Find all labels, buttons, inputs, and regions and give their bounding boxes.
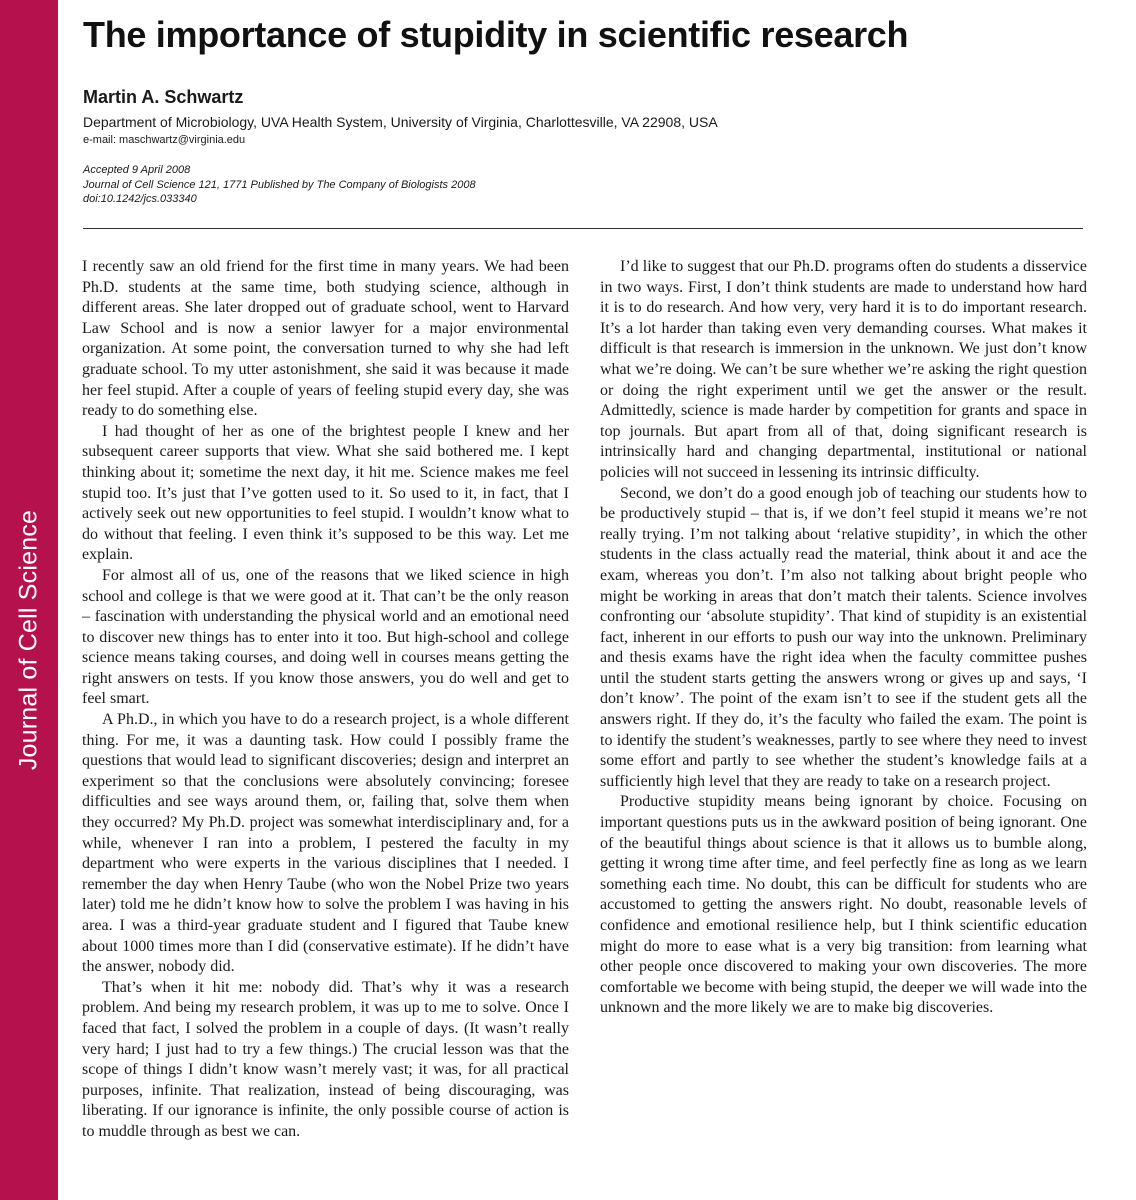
- body-column-left: [82, 257, 569, 1143]
- doi: doi:10.1242/jcs.033340: [83, 193, 197, 205]
- paragraph: I’d like to suggest that our Ph.D. programs often do students a disservice in two ways. First, I don’t think students are made to understand how hard it is to do research. And how very, very hard it is to do important research. It’s a lot harder than taking even very demanding courses. What makes it difficult is that research is immersion in the unknown. We just don’t know what we’re doing. We can’t be sure whether we’re asking the right question or doing the right experiment until we get the answer or the result. Admittedly, science is made harder by competition for grants and space in top journals. But apart from all of that, doing significant research is intrinsically hard and changing departmental, institutional or national policies will not succeed in lessening its intrinsic difficulty.: [600, 258, 1087, 481]
- paragraph: Productive stupidity means being ignorant by choice. Focusing on important questions puts us in the awkward position of being ignorant. One of the beautiful things about science is that it allows us to bumble along, getting it wrong time after time, and feel perfectly fine as long as we learn something each time. No doubt, this can be difficult for students who are accustomed to getting the answers right. No doubt, reasonable levels of confidence and emotional resilience help, but I think scientific education might do more to ease what is a very big transition: from learning what other people once discovered to making your own discoveries. The more comfortable we become with being stupid, the deeper we will wade into the unknown and the more likely we are to make big discoveries.: [600, 793, 1087, 1017]
- paragraph: A Ph.D., in which you have to do a research project, is a whole different thing. For me, it was a daunting task. How could I possibly frame the questions that would lead to significant discoveries; design and interpret an experiment so that the conclusions were absolutely convincing; foresee difficulties and see ways around them, or, failing that, solve them when they occurred? My Ph.D. project was somewhat interdisciplinary and, for a while, whenever I ran into a problem, I pestered the faculty in my department who were experts in the various disciplines that I needed. I remember the day when Henry Taube (who won the Nobel Prize two years later) told me he didn’t know how to solve the problem I was having in his area. I was a third-year graduate student and I figured that Taube knew about 1000 times more than I did (conservative estimate). If he didn’t have the answer, nobody did.: [82, 711, 569, 976]
- paragraph: For almost all of us, one of the reasons that we liked science in high school and college is that we were good at it. That can’t be the only reason – fascination with understanding the physical world and an emotional need to discover new things has to enter into it too. But high-school and college science means taking courses, and doing well in courses means getting the right answers on tests. If you know those answers, you do well and get to feel smart.: [82, 566, 569, 708]
- journal-sidebar: [0, 0, 58, 1200]
- paragraph: I recently saw an old friend for the first time in many years. We had been Ph.D. students at the same time, both studying science, although in different areas. She later dropped out of graduate school, went to Harvard Law School and is now a senior lawyer for a major environmental organization. At some point, the conversation turned to why she had left graduate school. To my utter astonishment, she said it was because it made her feel stupid. After a couple of years of feeling stupid every day, she was ready to do something else.: [82, 258, 569, 420]
- accepted-date: Accepted 9 April 2008: [83, 164, 191, 176]
- paragraph: I had thought of her as one of the brightest people I knew and her subsequent career supports that view. What she said bothered me. I kept thinking about it; sometime the next day, it hit me. Science makes me feel stupid too. It’s just that I’ve gotten used to it. So used to it, in fact, that I actively seek out new opportunities to feel stupid. I wouldn’t know what to do without that feeling. I even think it’s supposed to be this way. Let me explain.: [82, 422, 569, 564]
- body-column-right: [600, 257, 1087, 1019]
- citation: Journal of Cell Science 121, 1771 Published by The Company of Biologists 2008: [83, 178, 476, 191]
- journal-name: Journal of Cell Science: [14, 509, 43, 771]
- article-title: The importance of stupidity in scientific research: [83, 14, 909, 55]
- paragraph: Second, we don’t do a good enough job of teaching our students how to be productively stupid – that is, if we don’t feel stupid it means we’re not really trying. I’m not talking about ‘relative stupidity’, in which the other students in the class actually read the material, think about it and ace the exam, whereas you don’t. I’m also not talking about bright people who might be working in areas that don’t match their talents. Science involves confronting our ‘absolute stupidity’. That kind of stupidity is an existential fact, inherent in our efforts to push our way into the unknown. Preliminary and thesis exams have the right idea when the faculty committee pushes until the student starts getting the answers wrong or gives up and says, ‘I don’t know’. The point of the exam isn’t to see if the student gets all the answers right. If they do, it’s the faculty who failed the exam. The point is to identify the student’s weaknesses, partly to see where they need to invest some effort and partly to see whether the student’s knowledge fails at a sufficiently high level that they are ready to take on a research project.: [600, 484, 1087, 790]
- article-metadata: [83, 163, 476, 207]
- author-name: Martin A. Schwartz: [83, 87, 244, 107]
- header-divider: [83, 228, 1083, 229]
- author-affiliation: Department of Microbiology, UVA Health System, University of Virginia, Charlottesville, VA 22908, USA: [83, 114, 718, 130]
- author-email: e-mail: maschwartz@virginia.edu: [83, 134, 246, 146]
- paragraph: That’s when it hit me: nobody did. That’s why it was a research problem. And being my research problem, it was up to me to solve. Once I faced that fact, I solved the problem in a couple of days. (It wasn’t really very hard; I just had to try a few things.) The crucial lesson was that the scope of things I didn’t know wasn’t merely vast; it was, for all practical purposes, infinite. That realization, instead of being discouraging, was liberating. If our ignorance is infinite, the only possible course of action is to muddle through as best we can.: [82, 978, 569, 1140]
